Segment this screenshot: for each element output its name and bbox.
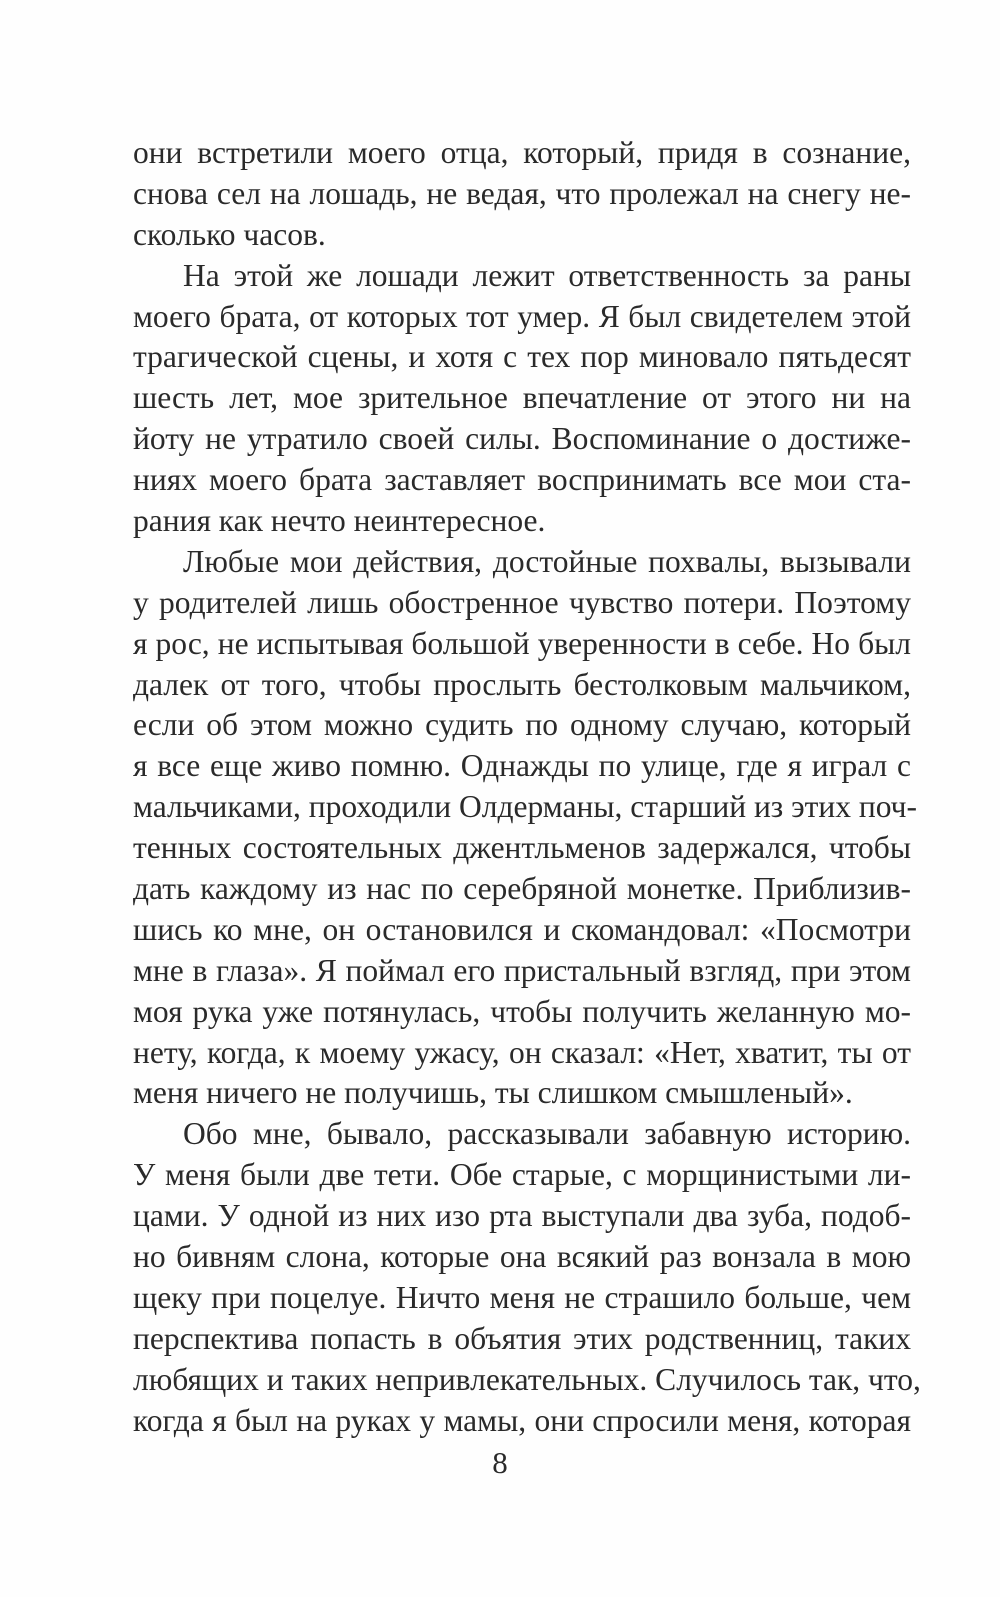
text-line: ниях моего брата заставляет воспринимать все мои ста-	[133, 462, 911, 498]
text-line: перспектива попасть в объятия этих родственниц, таких	[133, 1320, 911, 1356]
page-number: 8	[492, 1445, 508, 1480]
text-line: меня ничего не получишь, ты слишком смышленый».	[133, 1075, 853, 1111]
text-line: нету, когда, к моему ужасу, он сказал: «Нет, хватит, ты от	[133, 1034, 911, 1070]
text-line: если об этом можно судить по одному случаю, который	[133, 707, 911, 743]
text-line: мальчиками, проходили Олдерманы, старший из этих поч-	[133, 789, 918, 825]
text-line: далек от того, чтобы прослыть бестолковым мальчиком,	[133, 666, 911, 702]
text-line: шись ко мне, он остановился и скомандовал: «Посмотри	[133, 911, 911, 947]
paragraph-2	[133, 256, 911, 542]
text-line: рания как нечто неинтересное.	[133, 503, 546, 539]
paragraph-1	[133, 133, 911, 256]
text-line: но бивням слона, которые она всякий раз вонзала в мою	[133, 1239, 911, 1275]
text-line: цами. У одной из них изо рта выступали два зуба, подоб-	[133, 1198, 911, 1234]
text-line: щеку при поцелуе. Ничто меня не страшило больше, чем	[133, 1279, 911, 1315]
paragraph-3	[133, 542, 918, 1114]
text-line: я все еще живо помню. Однажды по улице, где я играл с	[133, 748, 911, 784]
text-line: тенных состоятельных джентльменов задержался, чтобы	[133, 830, 911, 866]
text-line: когда я был на руках у мамы, они спросили меня, которая	[133, 1402, 911, 1438]
text-line: шесть лет, мое зрительное впечатление от этого ни на	[133, 380, 911, 416]
text-line: любящих и таких непривлекательных. Случилось так, что,	[133, 1361, 921, 1397]
text-line: я рос, не испытывая большой уверенности в себе. Но был	[133, 625, 911, 661]
text-line: моя рука уже потянулась, чтобы получить желанную мо-	[133, 993, 911, 1029]
text-line: У меня были две тети. Обе старые, с морщинистыми ли-	[133, 1157, 911, 1193]
text-line: моего брата, от которых тот умер. Я был свидетелем этой	[133, 298, 911, 334]
text-line: дать каждому из нас по серебряной монетке. Приблизив-	[133, 871, 911, 907]
text-line: йоту не утратило своей силы. Воспоминание о достиже-	[133, 421, 911, 457]
paragraph-4	[133, 1114, 921, 1441]
text-line: трагической сцены, и хотя с тех пор миновало пятьдесят	[133, 339, 911, 375]
text-line: Обо мне, бывало, рассказывали забавную историю.	[183, 1116, 911, 1152]
text-line: сколько часов.	[133, 216, 326, 252]
text-line: Любые мои действия, достойные похвалы, вызывали	[183, 543, 911, 579]
text-line: На этой же лошади лежит ответственность за раны	[183, 257, 911, 293]
body-text	[133, 133, 921, 1442]
text-line: мне в глаза». Я поймал его пристальный взгляд, при этом	[133, 952, 911, 988]
text-line: у родителей лишь обостренное чувство потери. Поэтому	[133, 584, 911, 620]
text-line: снова сел на лошадь, не ведая, что пролежал на снегу не-	[133, 175, 911, 211]
text-line: они встретили моего отца, который, придя в сознание,	[133, 135, 911, 170]
